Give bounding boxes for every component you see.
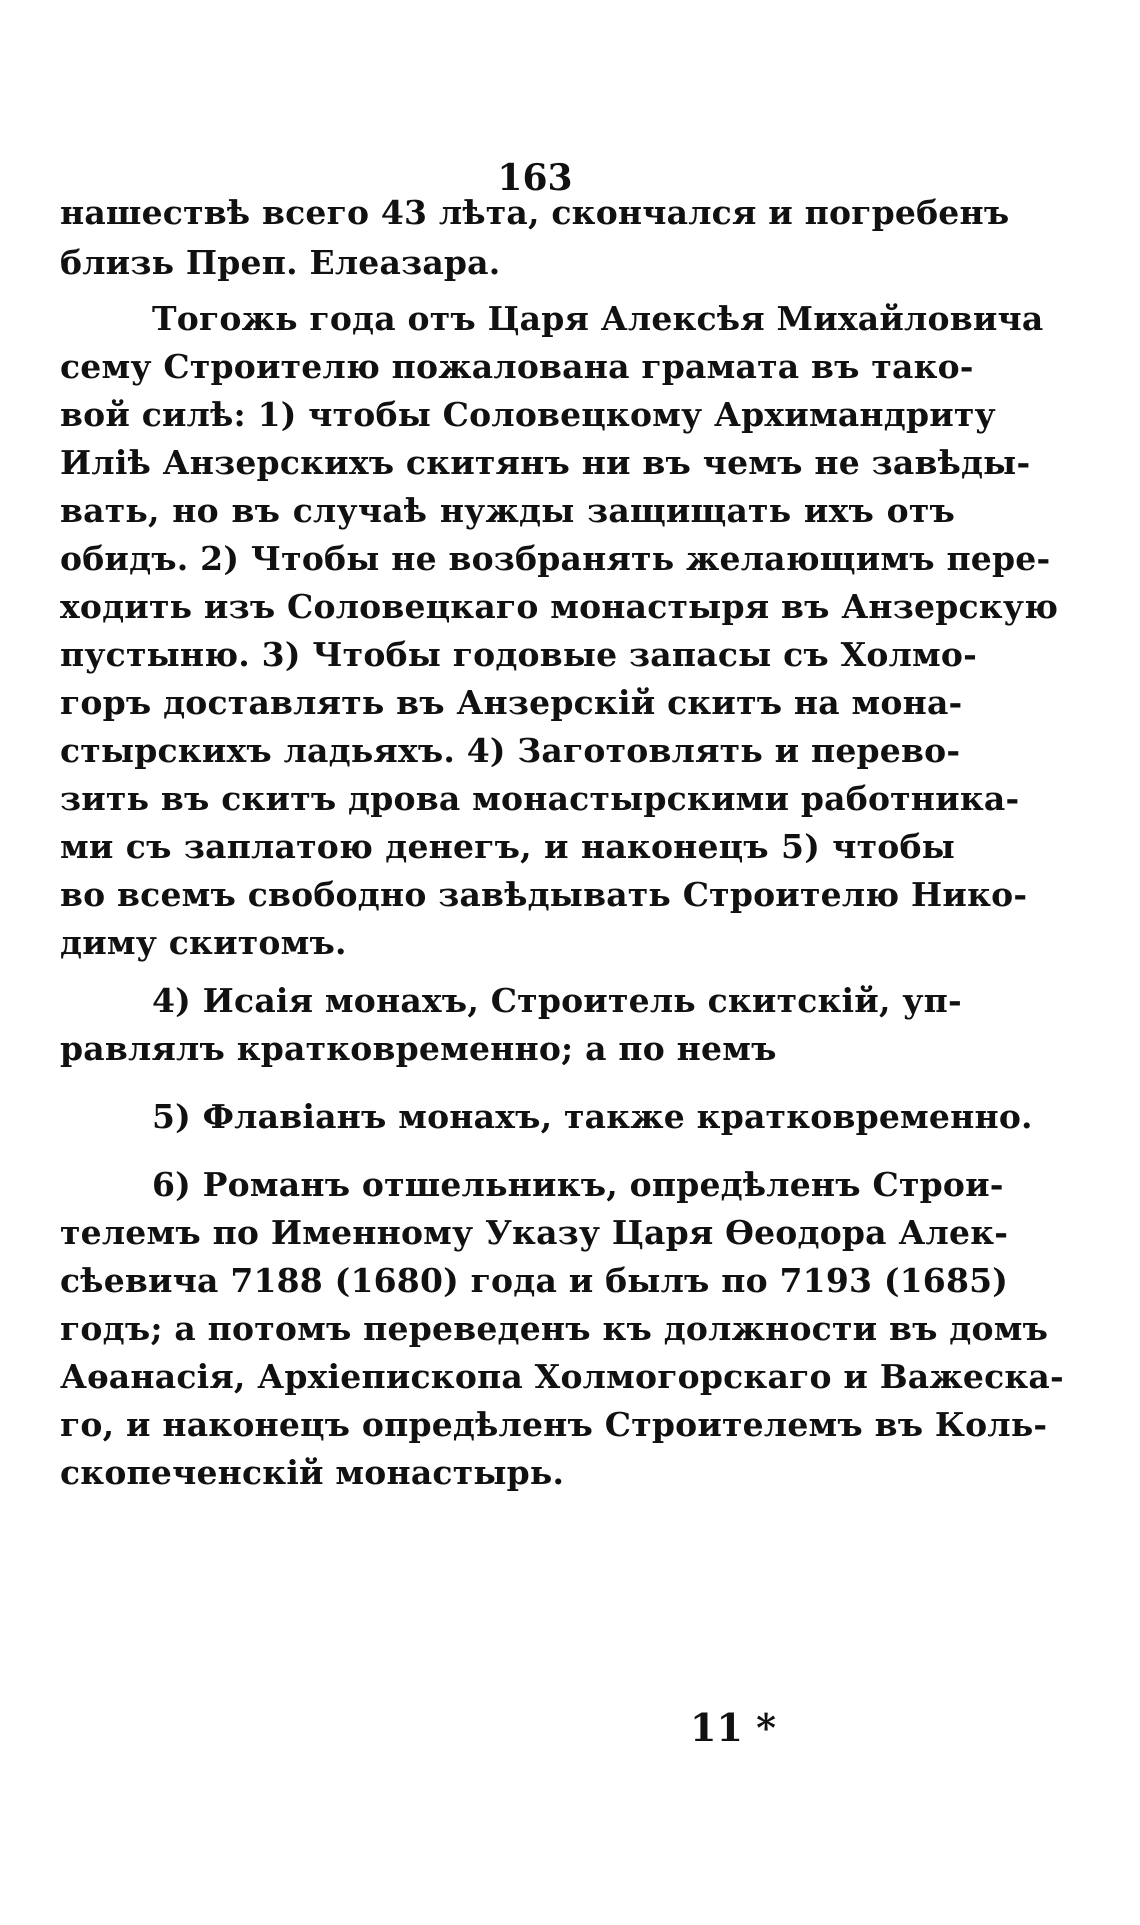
text-line: Тогожь года отъ Царя Алексѣя Михайловича	[152, 299, 1044, 338]
text-line: телемъ по Именному Указу Царя Ѳеодора Алек-	[60, 1213, 1009, 1252]
text-line: го, и наконецъ опредѣленъ Строителемъ въ Коль-	[60, 1405, 1048, 1444]
text-line: 5) Флавіанъ монахъ, также кратковременно.	[152, 1097, 1033, 1136]
text-line: близь Преп. Елеазара.	[60, 243, 501, 282]
text-line: ми съ заплатою денегъ, и наконецъ 5) чтобы	[60, 827, 955, 866]
text-line: скопеченскій монастырь.	[60, 1453, 565, 1492]
text-line: пустыню. 3) Чтобы годовые запасы съ Холмо-	[60, 635, 978, 674]
text-line: ходить изъ Соловецкаго монастыря въ Анзерскую	[60, 587, 1059, 626]
text-line: сѣевича 7188 (1680) года и былъ по 7193 (1685)	[60, 1261, 1009, 1300]
text-line: вать, но въ случаѣ нужды защищать ихъ отъ	[60, 491, 955, 530]
page-number: 163	[497, 157, 573, 199]
text-line: диму скитомъ.	[60, 923, 347, 962]
text-line: зить въ скитъ дрова монастырскими работника-	[60, 779, 1020, 818]
text-line: Аѳанасія, Архіепископа Холмогорскаго и Важеска-	[60, 1357, 1064, 1396]
text-line: вой силѣ: 1) чтобы Соловецкому Архимандриту	[60, 395, 996, 434]
signature-mark: 11 *	[690, 1705, 776, 1750]
text-line: горъ доставлять въ Анзерскій скитъ на мона-	[60, 683, 963, 722]
text-line: сему Строителю пожалована грамата въ тако-	[60, 347, 974, 386]
text-line: во всемъ свободно завѣдывать Строителю Нико-	[60, 875, 1028, 914]
text-line: 6) Романъ отшельникъ, опредѣленъ Строи-	[152, 1165, 1004, 1204]
text-line: стырскихъ ладьяхъ. 4) Заготовлять и перево-	[60, 731, 961, 770]
text-line: равлялъ кратковременно; а по немъ	[60, 1029, 777, 1068]
text-line: 4) Исаія монахъ, Строитель скитскій, уп-	[152, 981, 962, 1020]
text-line: обидъ. 2) Чтобы не возбранять желающимъ пере-	[60, 539, 1051, 578]
text-line: годъ; а потомъ переведенъ къ должности въ домъ	[60, 1309, 1049, 1348]
text-line: нашествѣ всего 43 лѣта, скончался и погребенъ	[60, 193, 1010, 232]
text-line: Иліѣ Анзерскихъ скитянъ ни въ чемъ не завѣды-	[60, 443, 1031, 482]
